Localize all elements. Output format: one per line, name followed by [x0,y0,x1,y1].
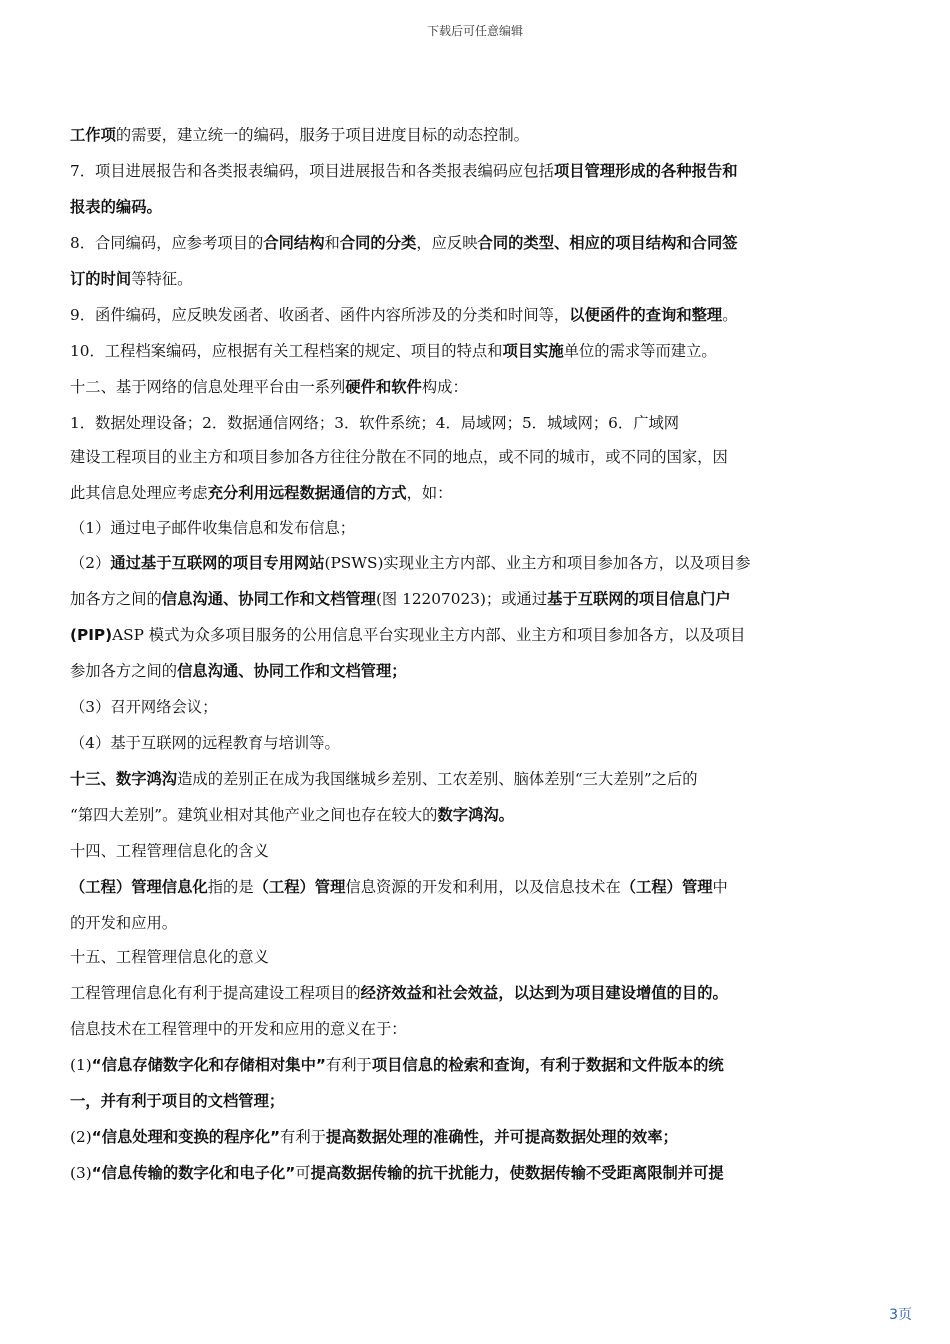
text-span: 此其信息处理应考虑 [70,484,208,502]
text-line [70,1162,724,1184]
text-span: 有利于 [280,1128,326,1146]
text-line [70,268,192,290]
text-span: ，如： [406,484,453,502]
bold-text: 工作项 [70,126,116,144]
text-line [70,982,728,1004]
bold-text: “信息存储数字化和存储相对集中” [91,1056,326,1074]
text-span: 可 [295,1164,311,1182]
text-span: 等特征。 [131,270,193,288]
text-line [70,732,340,754]
bold-text: (PIP) [70,626,113,644]
text-span: 中 [712,878,728,896]
bold-text: 合同的分类 [339,234,417,252]
bold-text: 数字鸿沟。 [437,806,514,824]
text-line [70,232,738,254]
text-span: (2) [70,1128,92,1146]
text-line [70,1054,724,1076]
text-span: 1．数据处理设备；2．数据通信网络；3．软件系统；4．局域网；5．城域网；6．广域网 [70,414,680,432]
text-span: 单位的需求等而建立。 [563,342,717,360]
text-span: 加各方之间的 [70,590,162,608]
text-span: 和 [324,234,340,252]
text-line [70,624,745,646]
text-span: 信息技术在工程管理中的开发和应用的意义在于： [70,1020,407,1038]
text-line [70,1018,407,1040]
bold-text: 信息沟通、协同工作和文档管理 [161,590,376,608]
text-span: ASP 模式为众多项目服务的公用信息平台实现业主方内部、业主方和项目参加各方，以及项目 [112,626,746,644]
text-line [70,376,468,398]
bold-text: 充分利用远程数据通信的方式 [207,484,407,502]
bold-text: 报表的编码。 [70,198,162,216]
text-span: （4）基于互联网的远程教育与培训等。 [70,734,340,752]
text-line [70,340,717,362]
bold-text: 信息沟通、协同工作和文档管理； [177,662,407,680]
bold-text: 提高数据处理的准确性，并可提高数据处理的效率； [325,1128,678,1146]
page-header: 下载后可任意编辑 [426,24,523,38]
text-span: (1) [70,1056,92,1074]
bold-text: 一，并有利于项目的文档管理； [70,1092,285,1110]
text-line [70,768,698,790]
text-line [70,946,269,968]
text-line [70,1126,678,1148]
bold-text: （工程）管理 [620,878,713,896]
text-span: 。 [722,306,738,324]
bold-text: 通过基于互联网的项目专用网站 [110,554,325,572]
bold-text: 经济效益和社会效益，以达到为项目建设增值的目的。 [360,984,728,1002]
page-number: 3页 [889,1307,912,1323]
text-span: (PSWS)实现业主方内部、业主方和项目参加各方，以及项目参 [324,554,751,572]
text-line [70,446,728,468]
text-span: ，应反映 [416,234,478,252]
text-line [70,840,269,862]
text-span: 十二、基于网络的信息处理平台由一系列 [70,378,346,396]
text-span: （2） [70,554,111,572]
text-line [70,482,452,504]
bold-text: 基于互联网的项目信息门户 [547,590,731,608]
text-span: （3）召开网络会议； [70,698,218,716]
text-line [70,804,514,826]
text-span: 工程管理信息化有利于提高建设工程项目的 [70,984,361,1002]
text-span: 信息资源的开发和利用，以及信息技术在 [345,878,621,896]
text-span: 构成： [421,378,468,396]
bold-text: （工程）管理信息化 [70,878,208,896]
text-span: 有利于 [325,1056,372,1074]
text-span: 参加各方之间的 [70,662,178,680]
text-line [70,412,679,434]
text-span: 的开发和应用。 [70,914,178,932]
bold-text: “信息处理和变换的程序化” [91,1128,281,1146]
text-span: 建设工程项目的业主方和项目参加各方往往分散在不同的地点，或不同的城市，或不同的国家，因 [70,448,728,466]
bold-text: 项目信息的检索和查询，有利于数据和文件版本的统 [371,1056,724,1074]
bold-text: 合同结构 [263,234,325,252]
text-span: 7．项目进展报告和各类报表编码，项目进展报告和各类报表编码应包括 [70,162,554,180]
text-line [70,696,217,718]
text-span: 十五、工程管理信息化的意义 [70,948,269,966]
bold-text: 十三、数字鸿沟 [70,770,178,788]
text-span: (3) [70,1164,92,1182]
text-line [70,196,162,218]
text-line [70,160,738,182]
text-span: 9．函件编码，应反映发函者、收函者、函件内容所涉及的分类和时间等， [70,306,570,324]
text-span: (图 12207023)；或通过 [375,590,548,608]
text-line [70,588,731,610]
bold-text: 项目实施 [502,342,564,360]
text-span: 造成的差别正在成为我国继城乡差别、工农差别、脑体差别“三大差别”之后的 [177,770,698,788]
text-span: 十四、工程管理信息化的含义 [70,842,269,860]
bold-text: 项目管理形成的各种报告和 [553,162,738,180]
bold-text: （工程）管理 [253,878,346,896]
text-span: “第四大差别”。建筑业相对其他产业之间也存在较大的 [70,806,438,824]
text-span: 的需要，建立统一的编码，服务于项目进度目标的动态控制。 [115,126,529,144]
bold-text: 提高数据传输的抗干扰能力，使数据传输不受距离限制并可提 [310,1164,724,1182]
text-line [70,304,738,326]
text-line [70,876,728,898]
text-line [70,517,355,539]
text-line [70,1090,284,1112]
bold-text: 硬件和软件 [345,378,422,396]
bold-text: 订的时间 [70,270,132,288]
bold-text: “信息传输的数字化和电子化” [91,1164,296,1182]
bold-text: 以便函件的查询和整理 [569,306,723,324]
text-span: 指的是 [207,878,254,896]
text-line [70,912,177,934]
text-span: 10．工程档案编码，应根据有关工程档案的规定、项目的特点和 [70,342,503,360]
text-line [70,660,407,682]
text-span: 8．合同编码，应参考项目的 [70,234,264,252]
text-line [70,124,529,146]
text-span: （1）通过电子邮件收集信息和发布信息； [70,519,356,537]
bold-text: 合同的类型、相应的项目结构和合同签 [477,234,738,252]
text-line [70,552,751,574]
